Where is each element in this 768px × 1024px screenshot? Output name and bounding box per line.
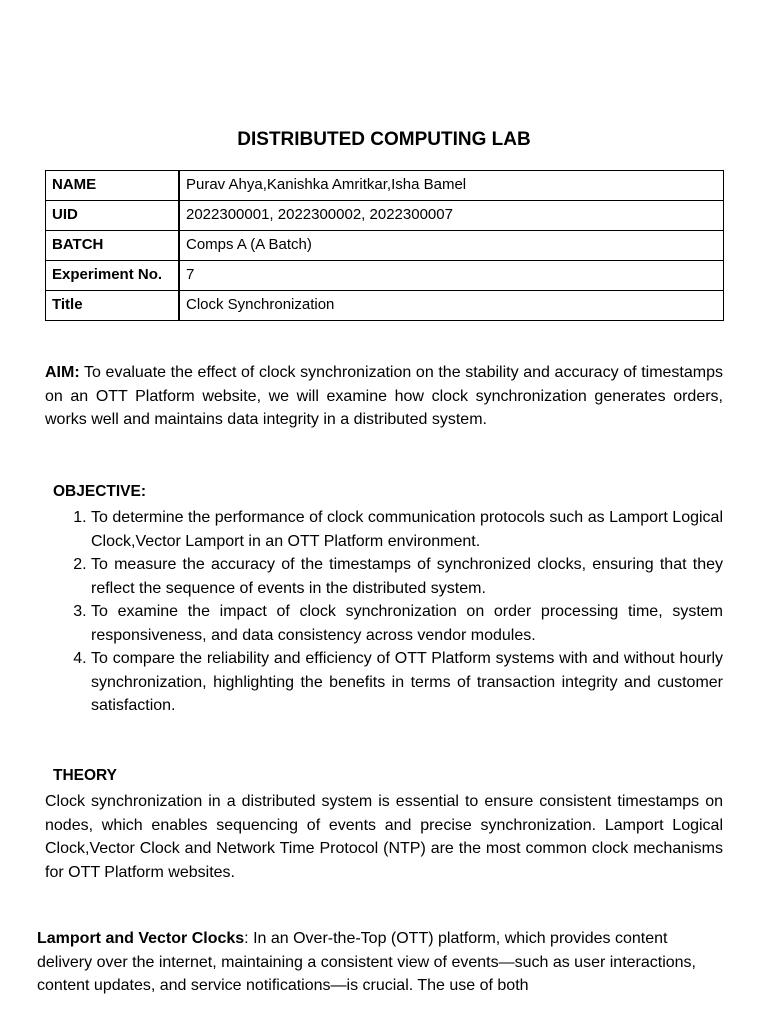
table-key-uid: UID bbox=[46, 201, 180, 231]
info-table bbox=[45, 170, 724, 321]
lamport-paragraph bbox=[37, 927, 717, 998]
objective-heading: OBJECTIVE: bbox=[53, 483, 147, 500]
table-value-batch: Comps A (A Batch) bbox=[179, 231, 724, 261]
table-row bbox=[46, 231, 724, 261]
aim-label: AIM: bbox=[45, 364, 80, 381]
table-value-title: Clock Synchronization bbox=[179, 291, 724, 321]
list-item: 1. To determine the performance of clock communication protocols such as Lamport Logical Clock,Vector Lamport in an OTT Platform environment. bbox=[91, 506, 723, 553]
objective-list bbox=[45, 506, 723, 718]
aim-text: To evaluate the effect of clock synchronization on the stability and accuracy of timestamps on an OTT Platform website, we will examine how clock synchronization generates orders, works well and maintains data integrity in a distributed system. bbox=[45, 364, 723, 428]
table-value-uid: 2022300001, 2022300002, 2022300007 bbox=[179, 201, 724, 231]
table-value-experiment: 7 bbox=[179, 261, 724, 291]
table-key-batch: BATCH bbox=[46, 231, 180, 261]
table-key-title: Title bbox=[46, 291, 180, 321]
table-row bbox=[46, 261, 724, 291]
table-row bbox=[46, 291, 724, 321]
list-item: 2. To measure the accuracy of the timestamps of synchronized clocks, ensuring that they reflect the sequence of events in the distributed system. bbox=[91, 553, 723, 600]
list-item: 3. To examine the impact of clock synchronization on order processing time, system responsiveness, and data consistency across vendor modules. bbox=[91, 600, 723, 647]
lamport-label: Lamport and Vector Clocks bbox=[37, 930, 245, 947]
list-item: 4. To compare the reliability and efficiency of OTT Platform systems with and without hourly synchronization, highlighting the benefits in terms of transaction integrity and customer satisfaction. bbox=[91, 647, 723, 718]
theory-heading: THEORY bbox=[53, 767, 118, 784]
table-row bbox=[46, 201, 724, 231]
theory-paragraph: Clock synchronization in a distributed system is essential to ensure consistent timestamps on nodes, which enables sequencing of events and precise synchronization. Lamport Logical Clock,Vector Clock and Network Time Protocol (NTP) are the most common clock mechanisms for OTT Platform websites. bbox=[45, 793, 723, 881]
document-title: DISTRIBUTED COMPUTING LAB bbox=[237, 129, 531, 150]
table-key-name: NAME bbox=[46, 171, 180, 201]
aim-paragraph bbox=[45, 361, 723, 432]
table-key-experiment: Experiment No. bbox=[46, 261, 180, 291]
table-value-name: Purav Ahya,Kanishka Amritkar,Isha Bamel bbox=[179, 171, 724, 201]
lamport-text: : In an Over-the-Top (OTT) platform, which provides content delivery over the internet, maintaining a consistent view of events—such as user interactions, content updates, and service notifications—is crucial. The use of both bbox=[37, 930, 696, 994]
table-row bbox=[46, 171, 724, 201]
